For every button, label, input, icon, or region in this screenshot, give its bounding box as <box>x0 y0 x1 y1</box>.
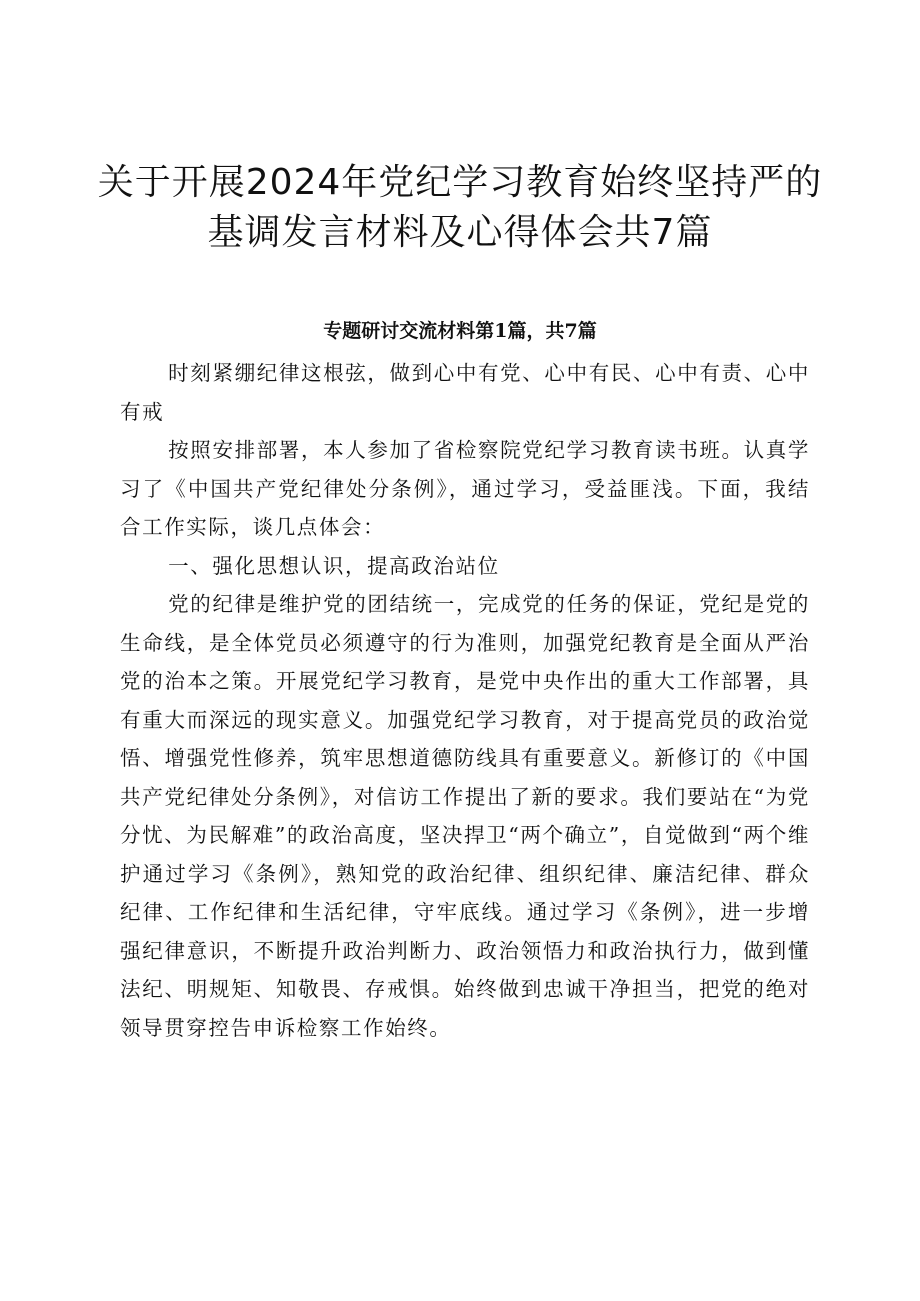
paragraph-intro: 按照安排部署，本人参加了省检察院党纪学习教育读书班。认真学习了《中国共产党纪律处分条例》，通过学习，受益匪浅。下面，我结合工作实际，谈几点体会： <box>120 438 810 539</box>
paragraph-heading: 时刻紧绷纪律这根弦，做到心中有党、心中有民、心中有责、心中有戒 <box>120 361 810 424</box>
section-subtitle: 专题研讨交流材料第1篇，共7篇 <box>323 320 597 342</box>
title-line-2: 基调发言材料及心得体会共7篇 <box>207 212 713 253</box>
document-body <box>120 354 810 1047</box>
document-title <box>90 158 830 258</box>
paragraph-section-1: 党的纪律是维护党的团结统一，完成党的任务的保证，党纪是党的生命线，是全体党员必须遵守的行为准则，加强党纪教育是全面从严治党的治本之策。开展党纪学习教育，是党中央作出的重大工作部署，具有重大而深远的现实意义。加强党纪学习教育，对于提高党员的政治觉悟、增强党性修养，筑牢思想道德防线具有重要意义。新修订的《中国共产党纪律处分条例》，对信访工作提出了新的要求。我们要站在“为党分忧、为民解难”的政治高度，坚决捍卫“两个确立”，自觉做到“两个维护通过学习《条例》，熟知党的政治纪律、组织纪律、廉洁纪律、群众纪律、工作纪律和生活纪律，守牢底线。通过学习《条例》，进一步增强纪律意识，不断提升政治判断力、政治领悟力和政治执行力，做到懂法纪、明规矩、知敬畏、存戒惧。始终做到忠诚干净担当，把党的绝对领导贯穿控告申诉检察工作始终。 <box>120 592 810 1040</box>
title-line-1: 关于开展2024年党纪学习教育始终坚持严的 <box>97 162 823 203</box>
section-heading-1: 一、强化思想认识，提高政治站位 <box>168 553 500 578</box>
